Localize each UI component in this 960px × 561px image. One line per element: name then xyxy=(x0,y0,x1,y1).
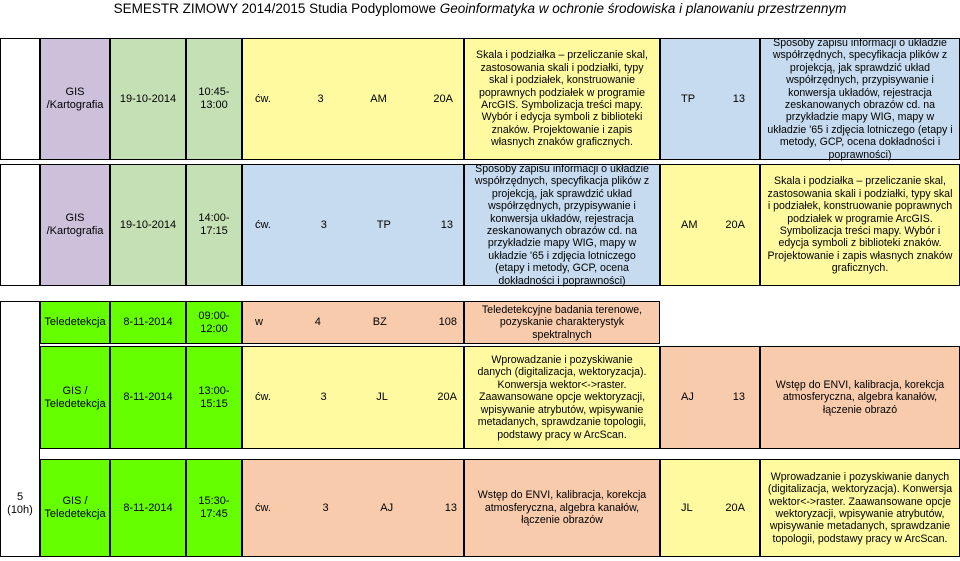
row4-g1-room: 20A xyxy=(437,391,457,403)
row3-time: 09:00- 12:00 xyxy=(186,301,242,344)
row5-hours: 3 xyxy=(322,501,329,514)
row3-form: w xyxy=(255,316,263,328)
row2-g1-info xyxy=(242,164,464,286)
title-plain: SEMESTR ZIMOWY 2014/2015 Studia Podyplomowe xyxy=(113,1,440,16)
row1-g2-teacher: TP xyxy=(681,92,696,105)
row1-time: 10:45- 13:00 xyxy=(186,38,242,160)
row5-time: 15:30- 17:45 xyxy=(186,459,242,557)
meeting-duration: (10h) xyxy=(7,504,33,516)
row2-g2-info xyxy=(660,164,760,286)
row4-g2-teacher: AJ xyxy=(681,391,694,403)
row5-g1-info xyxy=(242,459,464,557)
row5-date: 8-11-2014 xyxy=(110,459,186,557)
row2-time: 14:00- 17:15 xyxy=(186,164,242,286)
row3-g1-info xyxy=(242,301,464,344)
row4-form: ćw. xyxy=(255,391,271,403)
row1-subject: GIS /Kartografia xyxy=(40,38,110,160)
row2-g2-room: 20A xyxy=(725,218,745,231)
row2-g1-room: 13 xyxy=(440,218,453,231)
row5-form: ćw. xyxy=(255,501,271,514)
row5-g2-room: 20A xyxy=(725,501,745,514)
row4-hours: 3 xyxy=(320,391,327,403)
row4-g1-teacher: JL xyxy=(376,391,388,403)
row2-hours: 3 xyxy=(320,218,327,231)
row2-subject: GIS /Kartografia xyxy=(40,164,110,286)
title-italic: Geoinformatyka w ochronie środowiska i planowaniu przestrzennym xyxy=(439,1,847,16)
row5-g1-room: 13 xyxy=(444,501,457,514)
page-title xyxy=(0,0,960,22)
row4-g2-info xyxy=(660,346,760,449)
row4-g1-topic: Wprowadzanie i pozyskiwanie danych (digitalizacja, wektoryzacja). Konwersja wektor<->raster. Zaawansowane opcje wektoryzacji, wpisywanie atrybutów, wpisywanie metadanych, sprawdzanie topologii, podstawy pracy w ArcScan. xyxy=(464,346,660,449)
row4-time: 13:00- 15:15 xyxy=(186,346,242,449)
row2-left-spacer xyxy=(0,164,40,286)
row3-date: 8-11-2014 xyxy=(110,301,186,344)
row3-g1-topic: Teledetekcyjne badania terenowe, pozyskanie charakterystyk spektralnych xyxy=(464,301,660,344)
row5-g1-teacher: AJ xyxy=(380,501,394,514)
row5-g2-teacher: JL xyxy=(681,501,693,514)
row3-subject: Teledetekcja xyxy=(40,301,110,344)
row5-g2-info xyxy=(660,459,760,557)
row1-g1-topic: Skala i podziałka – przeliczanie skal, zastosowania skali i podziałki, typy skal i podziałek, konstruowanie poprawnych podziałek w programie ArcGIS. Symbolizacja treści mapy. Wybór i edycja symboli z biblioteki znaków. Projektowanie i zapis własnych znaków graficznych. xyxy=(464,38,660,160)
row3-hours: 4 xyxy=(314,316,321,328)
row1-hours: 3 xyxy=(317,92,324,105)
row1-g1-teacher: AM xyxy=(370,92,387,105)
row1-g1-room: 20A xyxy=(433,92,453,105)
meeting-number xyxy=(0,301,40,557)
row2-g2-teacher: AM xyxy=(681,218,698,231)
row2-g1-topic: Sposoby zapisu informacji o układzie współrzędnych, specyfikacja plików z projekcją, jak sprawdzić układ współrzędnych, przypisywanie i konwersja układów, rejestracja zeskanowanych obrazów cd. na przykładzie mapy WIG, mapy w układzie '65 i zdjęcia lotniczego (etapy i metody, GCP, ocena dokładności i poprawności) xyxy=(464,164,660,286)
row3-g1-teacher: BZ xyxy=(372,316,387,328)
row4-g1-info xyxy=(242,346,464,449)
row1-g2-info xyxy=(660,38,760,160)
row1-left-spacer xyxy=(0,38,40,160)
row1-g1-info xyxy=(242,38,464,160)
row2-form: ćw. xyxy=(255,218,271,231)
row4-subject: GIS / Teledetekcja xyxy=(40,346,110,449)
row5-subject: GIS / Teledetekcja xyxy=(40,459,110,557)
row2-date: 19-10-2014 xyxy=(110,164,186,286)
row1-g2-topic: Sposoby zapisu informacji o układzie współrzędnych, specyfikacja plików z projekcją, jak sprawdzić układ współrzędnych, przypisywanie i konwersja układów, rejestracja zeskanowanych obrazów cd. na przykładzie mapy WIG, mapy w układzie '65 i zdjęcia lotniczego (etapy i metody, GCP, ocena dokładności i poprawności) xyxy=(760,38,960,160)
row4-date: 8-11-2014 xyxy=(110,346,186,449)
row1-g2-room: 13 xyxy=(732,92,745,105)
meeting-number-value: 5 xyxy=(16,491,24,503)
row4-g2-room: 13 xyxy=(732,391,745,403)
row3-g1-room: 108 xyxy=(438,316,457,328)
row2-g1-teacher: TP xyxy=(376,218,391,231)
row5-g1-topic: Wstęp do ENVI, kalibracja, korekcja atmosferyczna, algebra kanałów, łączenie obrazów xyxy=(464,459,660,557)
row1-date: 19-10-2014 xyxy=(110,38,186,160)
row4-g2-topic: Wstęp do ENVI, kalibracja, korekcja atmosferyczna, algebra kanałów, łączenie obrazó xyxy=(760,346,960,449)
row5-g2-topic: Wprowadzanie i pozyskiwanie danych (digitalizacja, wektoryzacja). Konwersja wektor<->raster. Zaawansowane opcje wektoryzacji, wpisywanie atrybutów, wpisywanie metadanych, sprawdzanie topologii, podstawy pracy w ArcScan. xyxy=(760,459,960,557)
row2-g2-topic: Skala i podziałka – przeliczanie skal, zastosowania skali i podziałki, typy skal i podziałek, konstruowanie poprawnych podziałek w programie ArcGIS. Symbolizacja treści mapy. Wybór i edycja symboli z biblioteki znaków. Projektowanie i zapis własnych znaków graficznych. xyxy=(760,164,960,286)
row1-form: ćw. xyxy=(255,92,271,105)
